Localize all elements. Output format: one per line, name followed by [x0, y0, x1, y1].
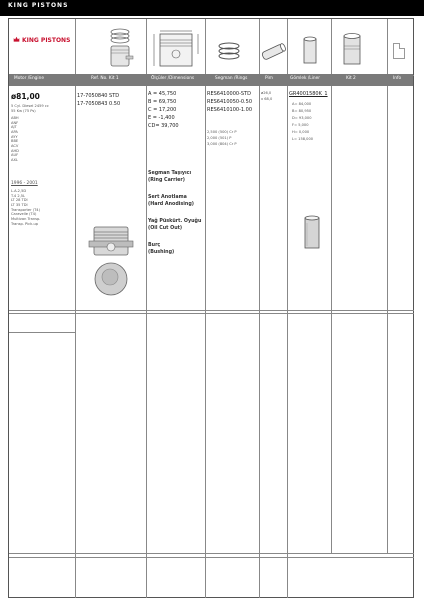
ref-oversize[interactable]: 17-7050843 0.50	[77, 101, 121, 107]
pin-diameter: ø26,0	[261, 91, 272, 95]
feature-anodising: Sert Anotlama	[148, 195, 187, 200]
pin-icon	[258, 42, 288, 62]
dim-b: B = 69,750	[148, 99, 177, 105]
engine-code: AJT	[11, 125, 17, 130]
engine-code: ANF	[11, 120, 19, 125]
column-divider	[259, 19, 260, 598]
row-divider	[9, 332, 75, 333]
engine-models	[11, 189, 40, 226]
dim-a: A = 45,750	[148, 91, 177, 97]
column-divider	[146, 19, 147, 598]
piston-top-image	[86, 262, 136, 296]
liner-icon	[302, 36, 318, 66]
feature-anodising-en: (Hard Anodising)	[148, 202, 194, 207]
feature-bushing: Burç	[148, 243, 161, 248]
ring-width-1: 2,500 (500) Cr P	[207, 130, 237, 134]
header-dimensions: Ölçüler /Dimensions	[151, 76, 195, 81]
engine-code: ABH	[11, 116, 19, 120]
header-motor: Motor /Engine	[14, 76, 44, 81]
liner-dim-a: A= 84,000	[292, 102, 312, 106]
engine-code: AHD	[11, 148, 19, 153]
ref-std[interactable]: 17-7050840 STD	[77, 93, 120, 99]
engine-code: BBE	[11, 139, 19, 144]
engine-code: AYY	[11, 134, 18, 139]
engine-code: AXL	[11, 158, 18, 163]
kit2-icon	[340, 30, 364, 70]
ring-ref-std[interactable]: RES6410000-STD	[207, 91, 251, 97]
row-divider	[9, 310, 414, 311]
vehicle-model: Transporter (T4)	[11, 207, 40, 212]
engine-codes	[11, 116, 19, 163]
engine-spec: 5 Cyl. Diesel 2459 cc	[11, 104, 49, 108]
dimension-diagram	[150, 28, 202, 70]
dim-c: C = 17,200	[148, 107, 177, 113]
liner-dim-d: D= 93,000	[292, 116, 312, 120]
feature-bushing-en: (Bushing)	[148, 250, 175, 255]
vehicle-model: L.A.2,5D	[11, 189, 27, 193]
feature-ring-carrier-en: (Ring Carrier)	[148, 178, 185, 183]
engine-code: APA	[11, 130, 18, 135]
document-icon[interactable]	[393, 43, 405, 59]
feature-oil-cutout: Yağ Püskürt. Oyuğu	[148, 219, 202, 224]
ring-width-2: 2,000 (501) P	[207, 136, 232, 140]
ring-ref-050[interactable]: RES6410050-0.50	[207, 99, 253, 105]
vehicle-model: Transp. Pick-up	[11, 221, 39, 226]
engine-power: 55 Kw (75 Ps)	[11, 109, 36, 113]
header-info: Info	[393, 76, 402, 81]
vehicle-model: LT 35 TDI	[11, 203, 28, 208]
crown-icon	[13, 36, 20, 43]
column-divider	[387, 19, 388, 553]
piston-kit-icon	[106, 26, 134, 70]
liner-dim-l: L= 158,000	[292, 137, 314, 141]
column-divider	[331, 19, 332, 553]
header-pin: Pim	[265, 76, 273, 81]
header-rings: Segman /Rings	[215, 76, 248, 81]
vehicle-model: T.4 2,5L	[11, 193, 26, 198]
column-divider	[287, 19, 288, 598]
feature-oil-cutout-en: (Oil Cut Out)	[148, 226, 183, 231]
dim-cd: CD= 39,700	[148, 123, 179, 129]
column-divider	[205, 19, 206, 598]
engine-years: 1996 - 2001	[11, 181, 38, 186]
dim-e: E = -1,400	[148, 115, 175, 121]
ring-width-3: 3,000 (804) Cr P	[207, 142, 237, 146]
feature-ring-carrier: Segman Taşıyıcı	[148, 171, 192, 176]
pin-length: x 68,0	[261, 97, 273, 101]
vehicle-model: LT 28 TDI	[11, 198, 28, 203]
liner-dim-b: B= 80,950	[292, 109, 312, 113]
ring-ref-100[interactable]: RES6410100-1.00	[207, 107, 253, 113]
brand-logo: KING PISTONS	[22, 37, 71, 44]
header-kit2: Kit 2	[346, 76, 356, 81]
liner-dim-h: H= 0,000	[292, 130, 310, 134]
engine-bore: ø81,00	[11, 92, 40, 101]
vehicle-model: Multivan Transp.	[11, 217, 41, 222]
row-divider	[9, 313, 414, 314]
column-divider	[75, 19, 76, 598]
header-liner: Gömlek /Liner	[290, 76, 321, 81]
engine-code: AUF	[11, 153, 19, 158]
vehicle-model: Caravelle (T4)	[11, 212, 37, 217]
liner-code[interactable]: GR4001580K_1	[289, 91, 328, 97]
piston-side-image	[86, 225, 136, 259]
rings-icon	[216, 40, 242, 64]
liner-image	[303, 215, 321, 251]
row-divider	[9, 553, 414, 554]
engine-code: ACV	[11, 144, 19, 149]
top-bar-brand: KING PISTONS	[8, 2, 69, 9]
header-ref: Ref. No. Kit 1	[91, 76, 119, 81]
liner-dim-f: F= 5,000	[292, 123, 309, 127]
row-divider	[9, 557, 414, 558]
